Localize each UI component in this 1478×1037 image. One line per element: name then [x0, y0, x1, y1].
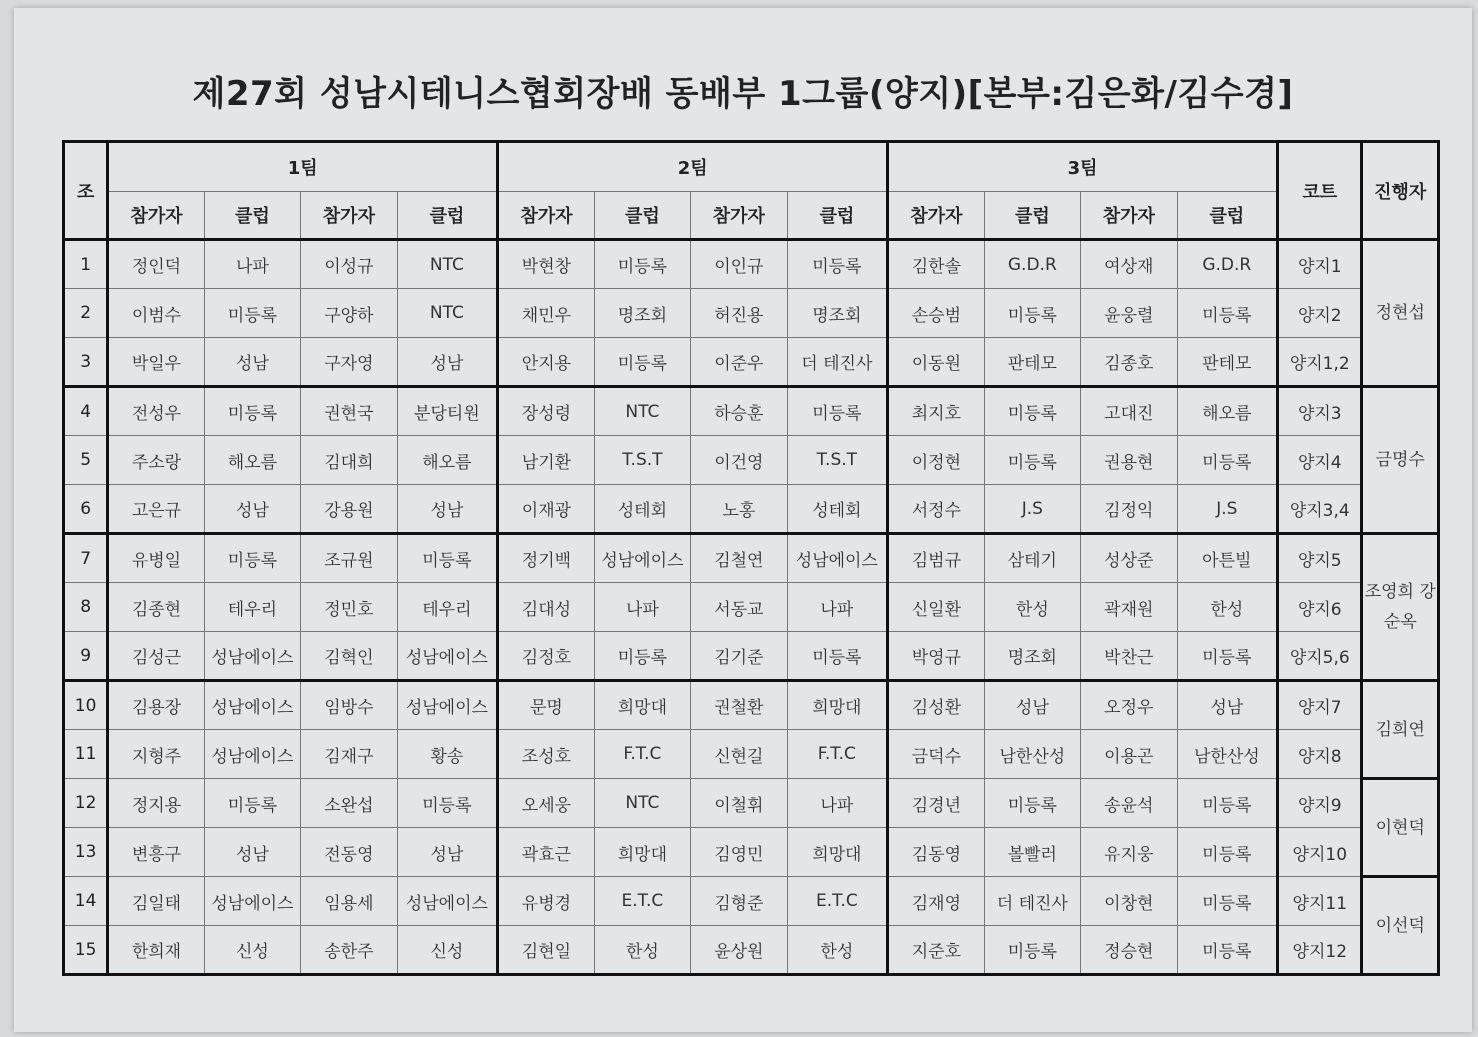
club-cell: 미등록	[204, 289, 300, 338]
participant-cell: 정승현	[1081, 926, 1177, 975]
participant-cell: 고대진	[1081, 387, 1177, 436]
participant-cell: 이성규	[301, 240, 397, 289]
club-cell: 성남	[204, 828, 300, 877]
participant-cell: 권현국	[301, 387, 397, 436]
club-cell: 남한산성	[1177, 730, 1278, 779]
club-cell: 미등록	[1177, 926, 1278, 975]
table-row	[64, 387, 1439, 436]
participant-cell: 임용세	[301, 877, 397, 926]
club-cell: 해오름	[1177, 387, 1278, 436]
team1-participant-header: 참가자	[301, 192, 397, 240]
table-row	[64, 534, 1439, 583]
participant-cell: 김현일	[498, 926, 594, 975]
participant-cell: 박일우	[108, 338, 204, 387]
club-cell: 희망대	[594, 681, 690, 730]
participant-cell: 임방수	[301, 681, 397, 730]
participant-cell: 김성근	[108, 632, 204, 681]
participant-cell: 유병일	[108, 534, 204, 583]
club-cell: 미등록	[204, 534, 300, 583]
participant-cell: 김종호	[1081, 338, 1177, 387]
club-cell: 성테회	[787, 485, 888, 534]
club-cell: F.T.C	[787, 730, 888, 779]
club-cell: 미등록	[594, 632, 690, 681]
club-cell: 더 테진사	[984, 877, 1080, 926]
court-cell: 양지10	[1278, 828, 1362, 877]
club-cell: 성남에이스	[397, 681, 498, 730]
participant-cell: 변흥구	[108, 828, 204, 877]
table-row	[64, 485, 1439, 534]
participant-cell: 고은규	[108, 485, 204, 534]
club-cell: 삼테기	[984, 534, 1080, 583]
team1-club-header: 클럽	[397, 192, 498, 240]
participant-cell: 권용현	[1081, 436, 1177, 485]
club-cell: 성남에이스	[787, 534, 888, 583]
club-cell: J.S	[984, 485, 1080, 534]
participant-cell: 오정우	[1081, 681, 1177, 730]
participant-cell: 이동원	[888, 338, 984, 387]
club-cell: NTC	[594, 387, 690, 436]
group-number: 4	[64, 387, 108, 436]
participant-cell: 서정수	[888, 485, 984, 534]
table-row	[64, 779, 1439, 828]
runner-cell: 금명수	[1362, 387, 1439, 534]
header-jo: 조	[64, 142, 108, 240]
participant-cell: 이준우	[691, 338, 787, 387]
club-cell: 분당티원	[397, 387, 498, 436]
header-runner: 진행자	[1362, 142, 1439, 240]
participant-cell: 김대희	[301, 436, 397, 485]
participant-cell: 이범수	[108, 289, 204, 338]
club-cell: 성남에이스	[397, 877, 498, 926]
club-cell: 미등록	[594, 240, 690, 289]
team3-club-header: 클럽	[1177, 192, 1278, 240]
club-cell: 미등록	[984, 289, 1080, 338]
club-cell: 판테모	[1177, 338, 1278, 387]
club-cell: 미등록	[204, 779, 300, 828]
participant-cell: 김대성	[498, 583, 594, 632]
group-number: 13	[64, 828, 108, 877]
court-cell: 양지3	[1278, 387, 1362, 436]
club-cell: NTC	[594, 779, 690, 828]
court-cell: 양지3,4	[1278, 485, 1362, 534]
club-cell: F.T.C	[594, 730, 690, 779]
club-cell: 미등록	[1177, 436, 1278, 485]
participant-cell: 지준호	[888, 926, 984, 975]
participant-cell: 김철연	[691, 534, 787, 583]
participant-cell: 노홍	[691, 485, 787, 534]
participant-cell: 한희재	[108, 926, 204, 975]
table-row	[64, 583, 1439, 632]
club-cell: E.T.C	[787, 877, 888, 926]
paper-sheet	[14, 8, 1472, 1032]
club-cell: 한성	[787, 926, 888, 975]
participant-cell: 소완섭	[301, 779, 397, 828]
participant-cell: 권철환	[691, 681, 787, 730]
club-cell: 미등록	[1177, 632, 1278, 681]
participant-cell: 김영민	[691, 828, 787, 877]
court-cell: 양지2	[1278, 289, 1362, 338]
club-cell: 성남에이스	[204, 681, 300, 730]
participant-cell: 이정현	[888, 436, 984, 485]
court-cell: 양지9	[1278, 779, 1362, 828]
participant-cell: 채민우	[498, 289, 594, 338]
team2-participant-header: 참가자	[498, 192, 594, 240]
participant-cell: 김형준	[691, 877, 787, 926]
group-number: 12	[64, 779, 108, 828]
club-cell: 신성	[204, 926, 300, 975]
club-cell: 성남에이스	[594, 534, 690, 583]
participant-cell: 유병경	[498, 877, 594, 926]
club-cell: T.S.T	[594, 436, 690, 485]
team3-participant-header: 참가자	[1081, 192, 1177, 240]
participant-cell: 정지용	[108, 779, 204, 828]
runner-cell: 정현섭	[1362, 240, 1439, 387]
club-cell: 나파	[787, 583, 888, 632]
table-row	[64, 681, 1439, 730]
court-cell: 양지7	[1278, 681, 1362, 730]
club-cell: 해오름	[204, 436, 300, 485]
club-cell: 나파	[204, 240, 300, 289]
group-number: 14	[64, 877, 108, 926]
table-row	[64, 436, 1439, 485]
participant-cell: 박영규	[888, 632, 984, 681]
group-number: 11	[64, 730, 108, 779]
club-cell: 미등록	[984, 926, 1080, 975]
club-cell: 희망대	[787, 828, 888, 877]
club-cell: 성테회	[594, 485, 690, 534]
table-row	[64, 926, 1439, 975]
club-cell: 테우리	[204, 583, 300, 632]
participant-cell: 주소랑	[108, 436, 204, 485]
participant-cell: 손승범	[888, 289, 984, 338]
club-cell: J.S	[1177, 485, 1278, 534]
club-cell: 성남	[397, 828, 498, 877]
participant-cell: 조성호	[498, 730, 594, 779]
participant-cell: 정기백	[498, 534, 594, 583]
participant-cell: 김경년	[888, 779, 984, 828]
participant-cell: 허진용	[691, 289, 787, 338]
club-cell: 성남에이스	[397, 632, 498, 681]
club-cell: 미등록	[787, 632, 888, 681]
club-cell: 미등록	[984, 779, 1080, 828]
club-cell: 나파	[787, 779, 888, 828]
participant-cell: 지형주	[108, 730, 204, 779]
club-cell: 성남에이스	[204, 730, 300, 779]
club-cell: 판테모	[984, 338, 1080, 387]
club-cell: NTC	[397, 289, 498, 338]
header-team3: 3팀	[888, 142, 1278, 192]
participant-cell: 윤상원	[691, 926, 787, 975]
participant-cell: 김일태	[108, 877, 204, 926]
club-cell: 미등록	[787, 240, 888, 289]
participant-cell: 전동영	[301, 828, 397, 877]
participant-cell: 김동영	[888, 828, 984, 877]
team2-participant-header: 참가자	[691, 192, 787, 240]
club-cell: 미등록	[204, 387, 300, 436]
club-cell: 신성	[397, 926, 498, 975]
club-cell: 명조회	[787, 289, 888, 338]
club-cell: 미등록	[984, 387, 1080, 436]
table-row	[64, 877, 1439, 926]
participant-cell: 김범규	[888, 534, 984, 583]
participant-cell: 김성환	[888, 681, 984, 730]
court-cell: 양지12	[1278, 926, 1362, 975]
participant-cell: 이재광	[498, 485, 594, 534]
participant-cell: 조규원	[301, 534, 397, 583]
page-title: 제27회 성남시테니스협회장배 동배부 1그룹(양지)[본부:김은화/김수경]	[192, 74, 1294, 114]
participant-cell: 신일환	[888, 583, 984, 632]
table-row	[64, 730, 1439, 779]
club-cell: E.T.C	[594, 877, 690, 926]
participant-cell: 박현창	[498, 240, 594, 289]
court-cell: 양지6	[1278, 583, 1362, 632]
club-cell: 해오름	[397, 436, 498, 485]
court-cell: 양지5	[1278, 534, 1362, 583]
header-court: 코트	[1278, 142, 1362, 240]
court-cell: 양지8	[1278, 730, 1362, 779]
participant-cell: 최지호	[888, 387, 984, 436]
participant-cell: 김혁인	[301, 632, 397, 681]
runner-cell: 이선덕	[1362, 877, 1439, 975]
group-number: 8	[64, 583, 108, 632]
club-cell: 미등록	[397, 779, 498, 828]
participant-cell: 장성령	[498, 387, 594, 436]
runner-cell: 김희연	[1362, 681, 1439, 779]
participant-cell: 남기환	[498, 436, 594, 485]
club-cell: 한성	[984, 583, 1080, 632]
court-cell: 양지5,6	[1278, 632, 1362, 681]
participant-cell: 안지용	[498, 338, 594, 387]
participant-cell: 김기준	[691, 632, 787, 681]
participant-cell: 여상재	[1081, 240, 1177, 289]
participant-cell: 김한솔	[888, 240, 984, 289]
participant-cell: 전성우	[108, 387, 204, 436]
participant-cell: 송윤석	[1081, 779, 1177, 828]
participant-cell: 곽효근	[498, 828, 594, 877]
club-cell: 희망대	[594, 828, 690, 877]
participant-cell: 이건영	[691, 436, 787, 485]
participant-cell: 이창현	[1081, 877, 1177, 926]
club-cell: 성남	[397, 338, 498, 387]
participant-cell: 하승훈	[691, 387, 787, 436]
team1-club-header: 클럽	[204, 192, 300, 240]
club-cell: 성남	[984, 681, 1080, 730]
club-cell: 명조회	[594, 289, 690, 338]
participant-cell: 신현길	[691, 730, 787, 779]
table-row	[64, 338, 1439, 387]
team2-club-header: 클럽	[594, 192, 690, 240]
club-cell: 남한산성	[984, 730, 1080, 779]
club-cell: 나파	[594, 583, 690, 632]
group-number: 5	[64, 436, 108, 485]
court-cell: 양지11	[1278, 877, 1362, 926]
participant-cell: 송한주	[301, 926, 397, 975]
club-cell: T.S.T	[787, 436, 888, 485]
participant-cell: 구양하	[301, 289, 397, 338]
club-cell: 미등록	[1177, 828, 1278, 877]
club-cell: 성남	[1177, 681, 1278, 730]
team1-participant-header: 참가자	[108, 192, 204, 240]
club-cell: 미등록	[787, 387, 888, 436]
header-team1: 1팀	[108, 142, 498, 192]
team3-participant-header: 참가자	[888, 192, 984, 240]
club-cell: 성남	[397, 485, 498, 534]
participant-cell: 이인규	[691, 240, 787, 289]
club-cell: 미등록	[594, 338, 690, 387]
group-number: 10	[64, 681, 108, 730]
participant-cell: 성상준	[1081, 534, 1177, 583]
participant-cell: 김정익	[1081, 485, 1177, 534]
club-cell: 미등록	[1177, 779, 1278, 828]
group-number: 2	[64, 289, 108, 338]
club-cell: 한성	[594, 926, 690, 975]
club-cell: G.D.R	[984, 240, 1080, 289]
club-cell: 성남	[204, 338, 300, 387]
participant-cell: 정민호	[301, 583, 397, 632]
table-row	[64, 289, 1439, 338]
participant-cell: 서동교	[691, 583, 787, 632]
participant-cell: 이철휘	[691, 779, 787, 828]
club-cell: 더 테진사	[787, 338, 888, 387]
club-cell: 황송	[397, 730, 498, 779]
club-cell: NTC	[397, 240, 498, 289]
table-row	[64, 632, 1439, 681]
participant-cell: 김재영	[888, 877, 984, 926]
team2-club-header: 클럽	[787, 192, 888, 240]
club-cell: 미등록	[397, 534, 498, 583]
group-number: 7	[64, 534, 108, 583]
club-cell: 테우리	[397, 583, 498, 632]
header-team2: 2팀	[498, 142, 888, 192]
participant-cell: 강용원	[301, 485, 397, 534]
subheader-row	[64, 192, 1439, 240]
team3-club-header: 클럽	[984, 192, 1080, 240]
participant-cell: 문명	[498, 681, 594, 730]
participant-cell: 박찬근	[1081, 632, 1177, 681]
participant-cell: 김재구	[301, 730, 397, 779]
club-cell: 미등록	[984, 436, 1080, 485]
court-cell: 양지1	[1278, 240, 1362, 289]
club-cell: 명조회	[984, 632, 1080, 681]
bracket-table	[62, 140, 1440, 976]
participant-cell: 오세웅	[498, 779, 594, 828]
club-cell: 미등록	[1177, 289, 1278, 338]
participant-cell: 김정호	[498, 632, 594, 681]
club-cell: 미등록	[1177, 877, 1278, 926]
club-cell: 아튼빌	[1177, 534, 1278, 583]
participant-cell: 윤웅렬	[1081, 289, 1177, 338]
club-cell: 성남	[204, 485, 300, 534]
table-row	[64, 240, 1439, 289]
group-number: 3	[64, 338, 108, 387]
club-cell: 볼빨러	[984, 828, 1080, 877]
participant-cell: 구자영	[301, 338, 397, 387]
group-number: 1	[64, 240, 108, 289]
court-cell: 양지1,2	[1278, 338, 1362, 387]
participant-cell: 김용장	[108, 681, 204, 730]
court-cell: 양지4	[1278, 436, 1362, 485]
group-number: 9	[64, 632, 108, 681]
participant-cell: 금덕수	[888, 730, 984, 779]
participant-cell: 김종현	[108, 583, 204, 632]
club-cell: 희망대	[787, 681, 888, 730]
participant-cell: 이용곤	[1081, 730, 1177, 779]
club-cell: 성남에이스	[204, 632, 300, 681]
runner-cell: 이현덕	[1362, 779, 1439, 877]
bracket-body	[64, 240, 1439, 975]
club-cell: 한성	[1177, 583, 1278, 632]
table-row	[64, 828, 1439, 877]
participant-cell: 정인덕	[108, 240, 204, 289]
club-cell: 성남에이스	[204, 877, 300, 926]
runner-cell: 조영희 강순옥	[1362, 534, 1439, 681]
club-cell: G.D.R	[1177, 240, 1278, 289]
group-number: 15	[64, 926, 108, 975]
participant-cell: 곽재원	[1081, 583, 1177, 632]
group-number: 6	[64, 485, 108, 534]
participant-cell: 유지웅	[1081, 828, 1177, 877]
